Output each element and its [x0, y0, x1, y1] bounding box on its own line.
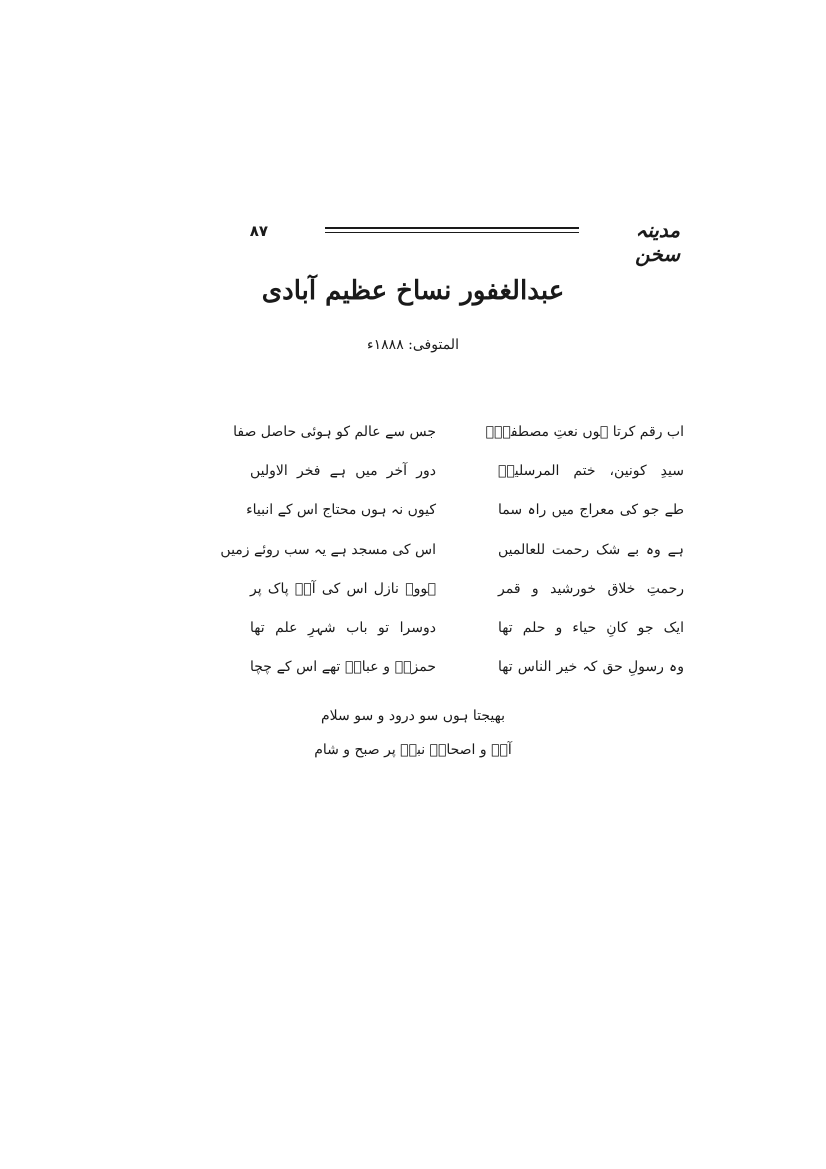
- couplet-6: [250, 620, 684, 650]
- death-year: المتوفی: ۱۸۸۸ء: [367, 337, 459, 353]
- header-rule-thin: [325, 232, 579, 233]
- couplet-second-line: ہووے نازل اس کی آلؓ پاک پر: [250, 581, 436, 597]
- couplet-3: [246, 502, 684, 532]
- couplet-4: [220, 542, 684, 572]
- header-rule: [325, 227, 579, 229]
- couplet-7: [250, 659, 684, 689]
- couplet-second-line: دور آخر میں ہے فخر الاولیں: [250, 463, 436, 479]
- closing-line-2: آلؓ و اصحابؓ نبیؐ پر صبح و شام: [314, 742, 512, 758]
- couplet-first-line: ہے وہ بے شک رحمت للعالمیں: [498, 542, 684, 558]
- couplet-5: [250, 581, 684, 611]
- closing-line-1: بھیجتا ہوں سو درود و سو سلام: [321, 708, 505, 724]
- couplet-second-line: کیوں نہ ہوں محتاج اس کے انبیاء: [246, 502, 436, 518]
- poet-name: عبدالغفور نساخ عظیم آبادی: [261, 276, 565, 306]
- couplet-second-line: دوسرا تو باب شہرِ علم تھا: [250, 620, 436, 636]
- couplet-second-line: حمزہؓ و عباسؓ تھے اس کے چچا: [250, 659, 436, 675]
- couplet-1: [233, 424, 684, 454]
- couplet-second-line: جس سے عالم کو ہوئی حاصل صفا: [233, 424, 436, 440]
- couplet-2: [250, 463, 684, 493]
- running-title: مدینہ سخن: [635, 218, 680, 266]
- couplet-second-line: اس کی مسجد ہے یہ سب روئے زمیں: [220, 542, 436, 558]
- page-number: ۸۷: [249, 222, 268, 240]
- couplet-first-line: اب رقم کرتا ہوں نعتِ مصطفیٰؐ: [485, 424, 684, 440]
- couplet-first-line: وہ رسولِ حق کہ خیر الناس تھا: [498, 659, 684, 675]
- couplet-first-line: ایک جو کانِ حیاء و حلم تھا: [498, 620, 684, 636]
- couplet-first-line: سیدِ کونین، ختم المرسلینؐ: [498, 463, 684, 479]
- couplet-first-line: طے جو کی معراج میں راہ سما: [498, 502, 684, 518]
- couplet-first-line: رحمتِ خلاق خورشید و قمر: [498, 581, 684, 597]
